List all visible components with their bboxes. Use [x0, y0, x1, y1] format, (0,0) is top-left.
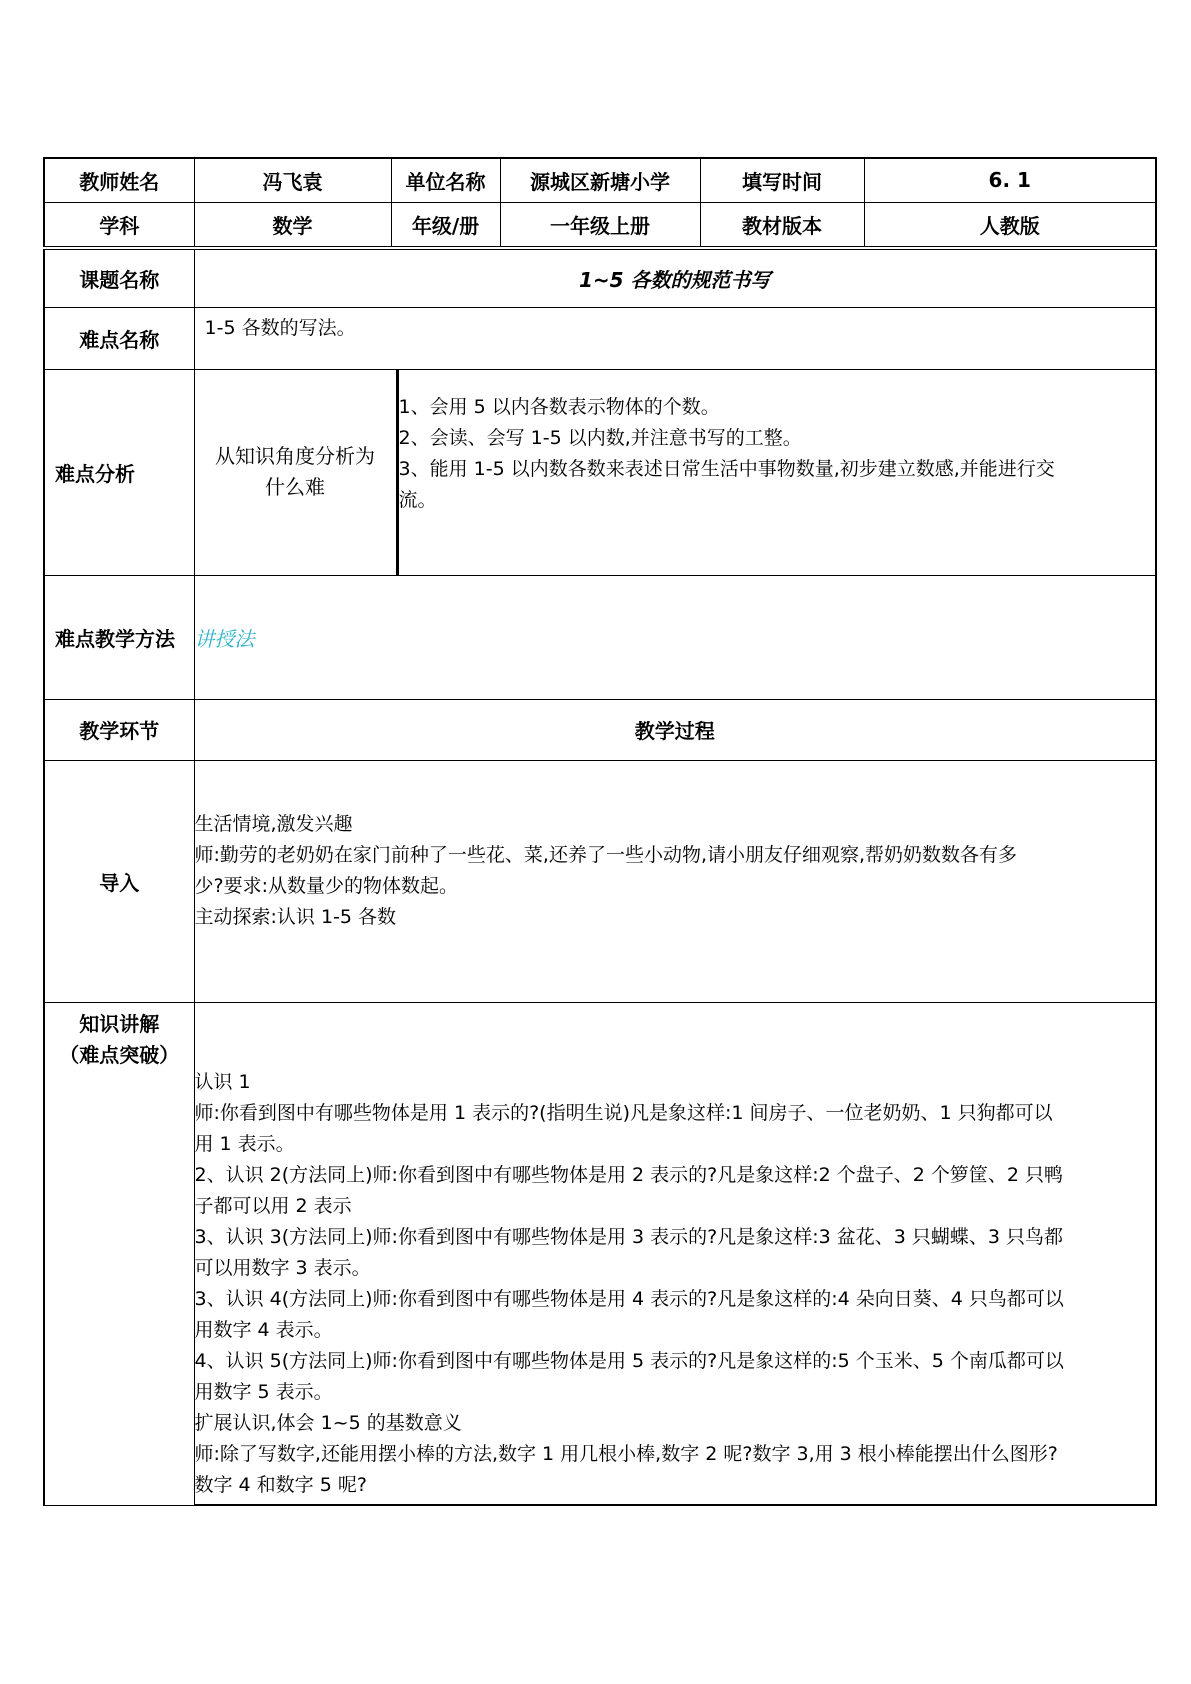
knowledge-line: 师:你看到图中有哪些物体是用 1 表示的?(指明生说)凡是象这样:1 间房子、一位老奶奶、1 只狗都可以	[194, 1101, 1053, 1124]
knowledge-line: 2、认识 2(方法同上)师:你看到图中有哪些物体是用 2 表示的?凡是象这样:2 个盘子、2 个箩筐、2 只鸭	[194, 1163, 1063, 1186]
knowledge-line: 3、认识 3(方法同上)师:你看到图中有哪些物体是用 3 表示的?凡是象这样:3 盆花、3 只蝴蝶、3 只鸟都	[194, 1225, 1063, 1248]
grade-value: 一年级上册	[500, 202, 700, 246]
header-row-1	[44, 158, 1156, 202]
intro-label: 导入	[44, 760, 194, 1002]
method-value: 讲授法	[194, 575, 1156, 699]
header-row-2	[44, 202, 1156, 246]
analysis-label: 难点分析	[44, 369, 194, 575]
analysis-sub-label	[194, 369, 397, 575]
difficulty-label: 难点名称	[44, 307, 194, 369]
grade-label: 年级/册	[391, 202, 500, 246]
knowledge-line: 认识 1	[194, 1070, 251, 1093]
knowledge-label-line-1: 知识讲解	[79, 1011, 160, 1036]
knowledge-line: 用数字 4 表示。	[194, 1318, 333, 1341]
analysis-line: 1、会用 5 以内各数表示物体的个数。	[398, 395, 720, 418]
knowledge-label-line-2: （难点突破）	[59, 1042, 180, 1067]
teacher-name-value: 冯飞袁	[194, 158, 391, 202]
knowledge-line: 子都可以用 2 表示	[194, 1194, 352, 1217]
topic-label: 课题名称	[44, 249, 194, 307]
subject-label: 学科	[44, 202, 194, 246]
analysis-content	[397, 369, 1156, 575]
knowledge-label	[44, 1002, 194, 1505]
method-row	[44, 575, 1156, 699]
school-value: 源城区新塘小学	[500, 158, 700, 202]
knowledge-line: 扩展认识,体会 1~5 的基数意义	[194, 1411, 462, 1434]
knowledge-line: 可以用数字 3 表示。	[194, 1256, 371, 1279]
intro-row	[44, 760, 1156, 1002]
knowledge-line: 数字 4 和数字 5 呢?	[194, 1473, 367, 1496]
header-table	[43, 157, 1157, 247]
body-table	[43, 249, 1157, 1507]
subject-value: 数学	[194, 202, 391, 246]
edition-value: 人教版	[864, 202, 1156, 246]
analysis-sub-label-line-2: 什么难	[265, 475, 325, 499]
lesson-plan-form	[43, 157, 1155, 1506]
process-step-label: 教学环节	[44, 699, 194, 760]
intro-line: 少?要求:从数量少的物体数起。	[194, 874, 458, 897]
analysis-line: 流。	[398, 488, 437, 511]
fill-date-value: 6. 1	[864, 158, 1156, 202]
process-title: 教学过程	[194, 699, 1156, 760]
analysis-row	[44, 369, 1156, 575]
analysis-sub-label-line-1: 从知识角度分析为	[215, 444, 375, 468]
topic-row	[44, 249, 1156, 307]
difficulty-row	[44, 307, 1156, 369]
school-label: 单位名称	[391, 158, 500, 202]
intro-content	[194, 760, 1156, 1002]
knowledge-row	[44, 1002, 1156, 1505]
topic-value: 1~5 各数的规范书写	[194, 249, 1156, 307]
fill-date-label: 填写时间	[700, 158, 864, 202]
edition-label: 教材版本	[700, 202, 864, 246]
difficulty-value: 1-5 各数的写法。	[194, 307, 1156, 369]
knowledge-line: 用 1 表示。	[194, 1132, 295, 1155]
knowledge-line: 师:除了写数字,还能用摆小棒的方法,数字 1 用几根小棒,数字 2 呢?数字 3,用 3 根小棒能摆出什么图形?	[194, 1442, 1058, 1465]
analysis-line: 2、会读、会写 1-5 以内数,并注意书写的工整。	[398, 426, 802, 449]
intro-line: 生活情境,激发兴趣	[194, 812, 353, 835]
method-label: 难点教学方法	[44, 575, 194, 699]
knowledge-line: 4、认识 5(方法同上)师:你看到图中有哪些物体是用 5 表示的?凡是象这样的:5 个玉米、5 个南瓜都可以	[194, 1349, 1064, 1372]
process-header-row	[44, 699, 1156, 760]
teacher-name-label: 教师姓名	[44, 158, 194, 202]
knowledge-line: 用数字 5 表示。	[194, 1380, 333, 1403]
analysis-line: 3、能用 1-5 以内数各数来表述日常生活中事物数量,初步建立数感,并能进行交	[398, 457, 1055, 480]
knowledge-line: 3、认识 4(方法同上)师:你看到图中有哪些物体是用 4 表示的?凡是象这样的:4 朵向日葵、4 只鸟都可以	[194, 1287, 1064, 1310]
knowledge-content	[194, 1002, 1156, 1505]
intro-line: 主动探索:认识 1-5 各数	[194, 905, 397, 928]
intro-line: 师:勤劳的老奶奶在家门前种了一些花、菜,还养了一些小动物,请小朋友仔细观察,帮奶奶数数各有多	[194, 843, 1018, 866]
